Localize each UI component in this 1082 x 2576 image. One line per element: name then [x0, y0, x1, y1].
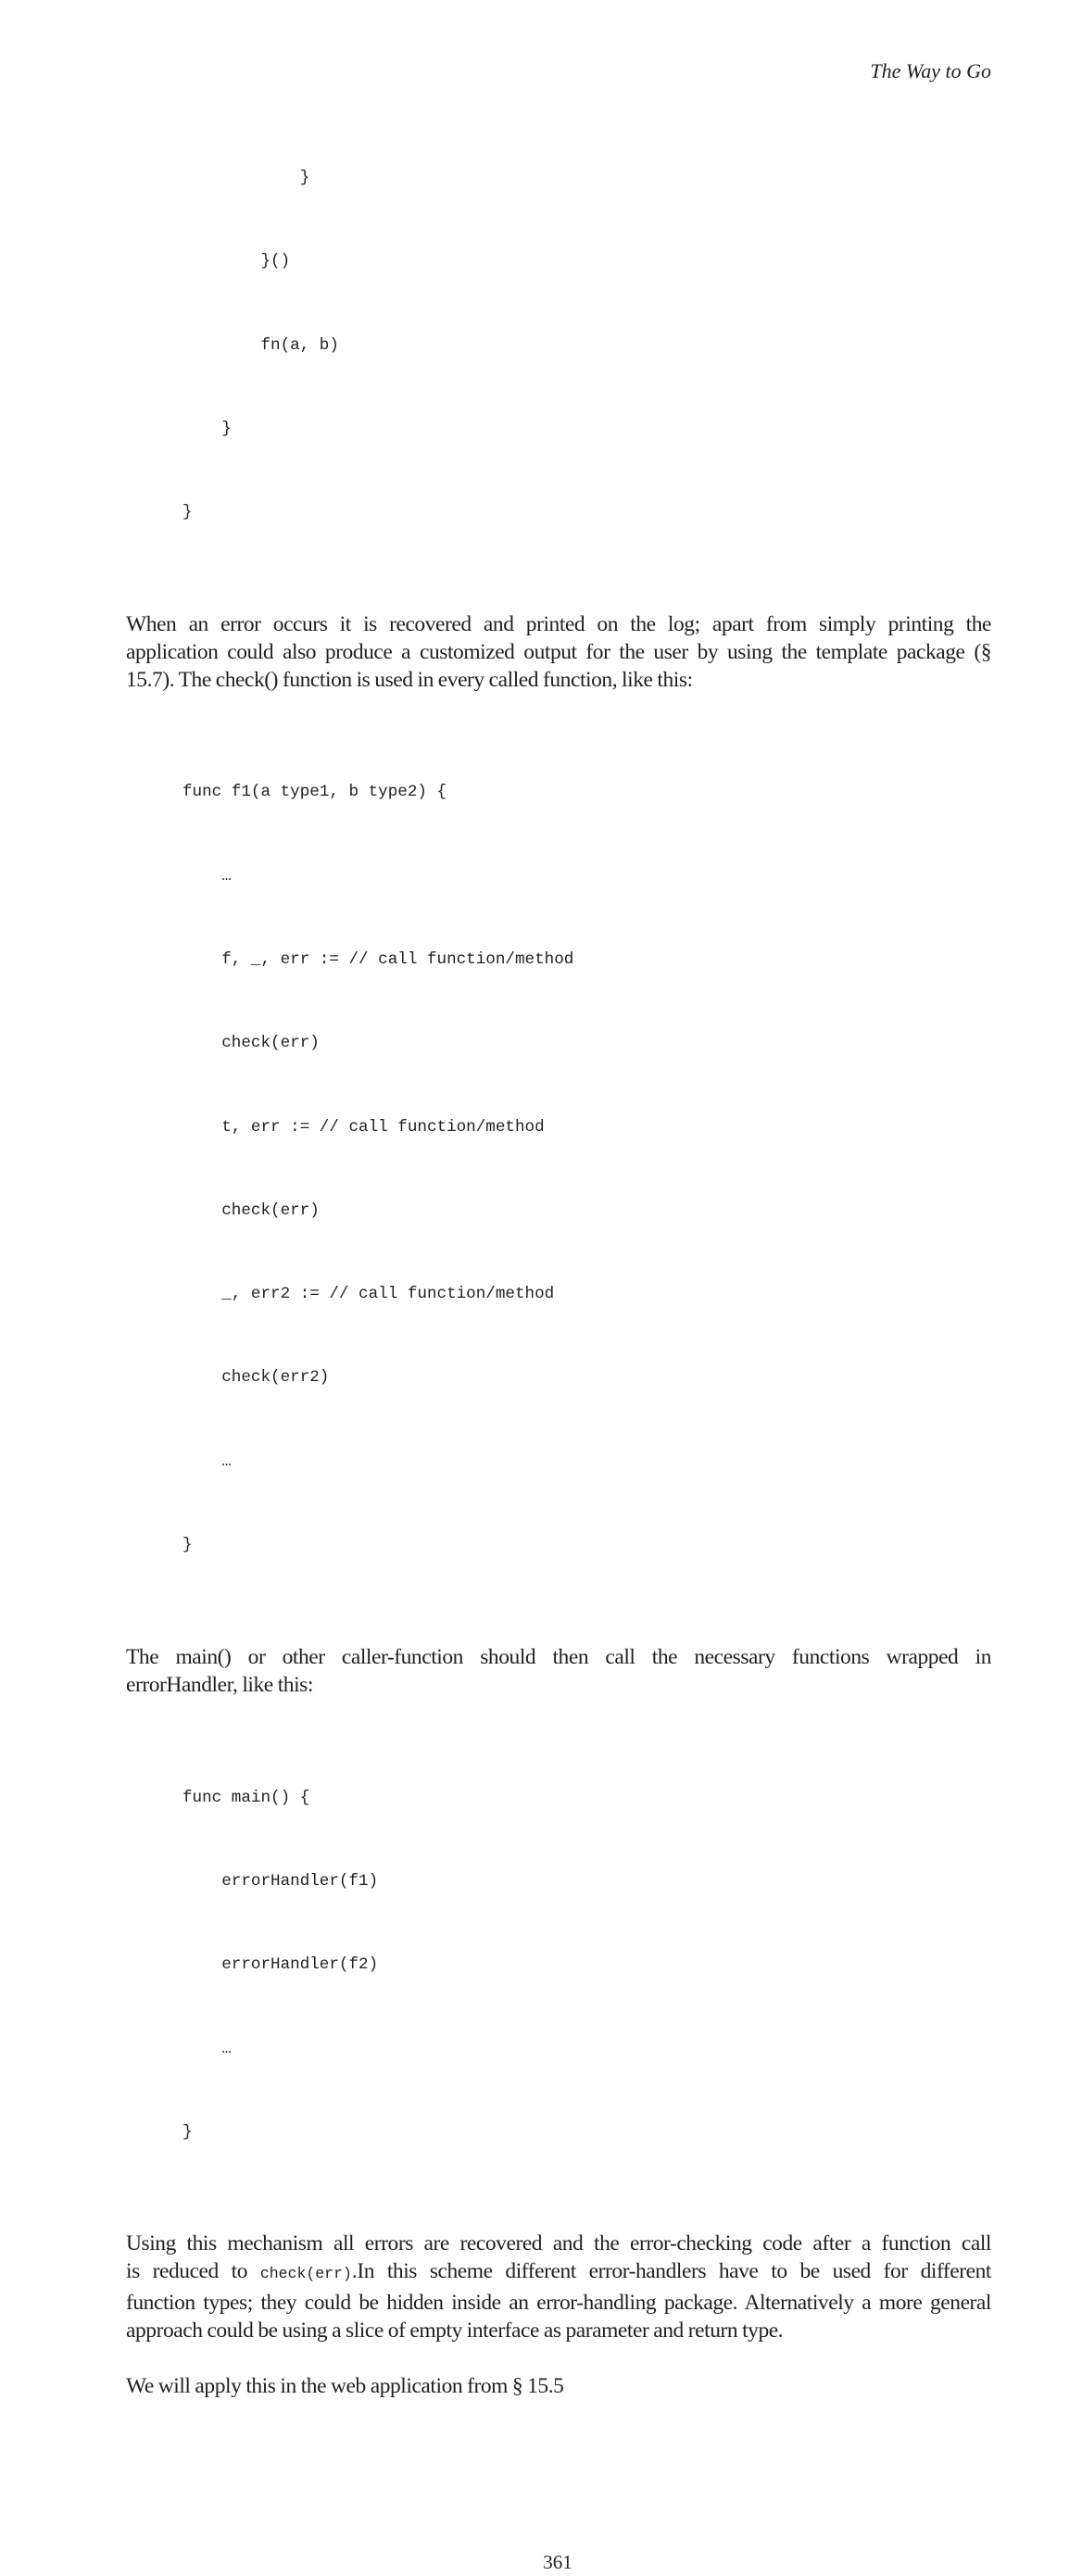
inline-code: check(err) — [259, 2265, 352, 2283]
code-block-f1 — [182, 723, 1082, 1615]
text-line: The main() or other caller-function should then call the necessary functions wrapped in — [126, 1645, 991, 1670]
text-line: errorHandler, like this: — [126, 1673, 313, 1698]
code-block-closing — [182, 108, 1082, 583]
text-line: We will apply this in the web application from § 15.5 — [126, 2374, 564, 2399]
text-line: function types; they could be hidden inside an error-handling package. Alternatively a more general — [126, 2290, 991, 2315]
text-line — [126, 2257, 991, 2288]
text-line: Using this mechanism all errors are recovered and the error-checking code after a function call — [126, 2231, 991, 2256]
code-line: check(err) — [182, 1200, 320, 1220]
code-line: _, err2 := // call function/method — [182, 1285, 555, 1304]
text-line: approach could be using a slice of empty interface as parameter and return type. — [126, 2318, 784, 2343]
code-block-main — [182, 1728, 1082, 2203]
page-spacer — [0, 2400, 1082, 2511]
code-line: fn(a, b) — [182, 335, 339, 355]
code-line: errorHandler(f2) — [182, 1955, 379, 1975]
code-line: check(err2) — [182, 1368, 330, 1388]
page-number: 361 — [543, 2551, 572, 2574]
text-segment: .In this scheme different error-handlers have to be used for different — [351, 2259, 991, 2284]
text-line: application could also produce a customized output for the user by using the template package (§ — [126, 639, 991, 664]
code-line: } — [182, 420, 232, 439]
code-line: func main() { — [182, 1788, 310, 1807]
code-line: f, _, err := // call function/method — [182, 949, 574, 969]
paragraph-main-caller — [126, 1643, 991, 1699]
paragraph-mechanism — [126, 2230, 991, 2344]
code-line: } — [182, 169, 310, 188]
code-line: … — [182, 866, 232, 886]
code-line: func f1(a type1, b type2) { — [182, 783, 447, 802]
paragraph-error-recovery — [126, 610, 991, 695]
code-line: … — [182, 1451, 232, 1471]
code-line: } — [182, 1535, 193, 1554]
code-line: }() — [182, 252, 291, 271]
code-line: } — [182, 503, 193, 522]
code-line: errorHandler(f1) — [182, 1872, 379, 1891]
text-segment: is reduced to — [126, 2259, 260, 2284]
running-header: The Way to Go — [870, 59, 991, 82]
code-line: … — [182, 2039, 232, 2058]
text-line: 15.7). The check() function is used in every called function, like this: — [126, 668, 693, 692]
code-line: } — [182, 2122, 193, 2142]
paragraph-web-application — [126, 2372, 991, 2400]
code-line: check(err) — [182, 1034, 320, 1053]
code-line: t, err := // call function/method — [182, 1117, 545, 1137]
text-line: When an error occurs it is recovered and printed on the log; apart from simply printing the — [126, 611, 991, 636]
